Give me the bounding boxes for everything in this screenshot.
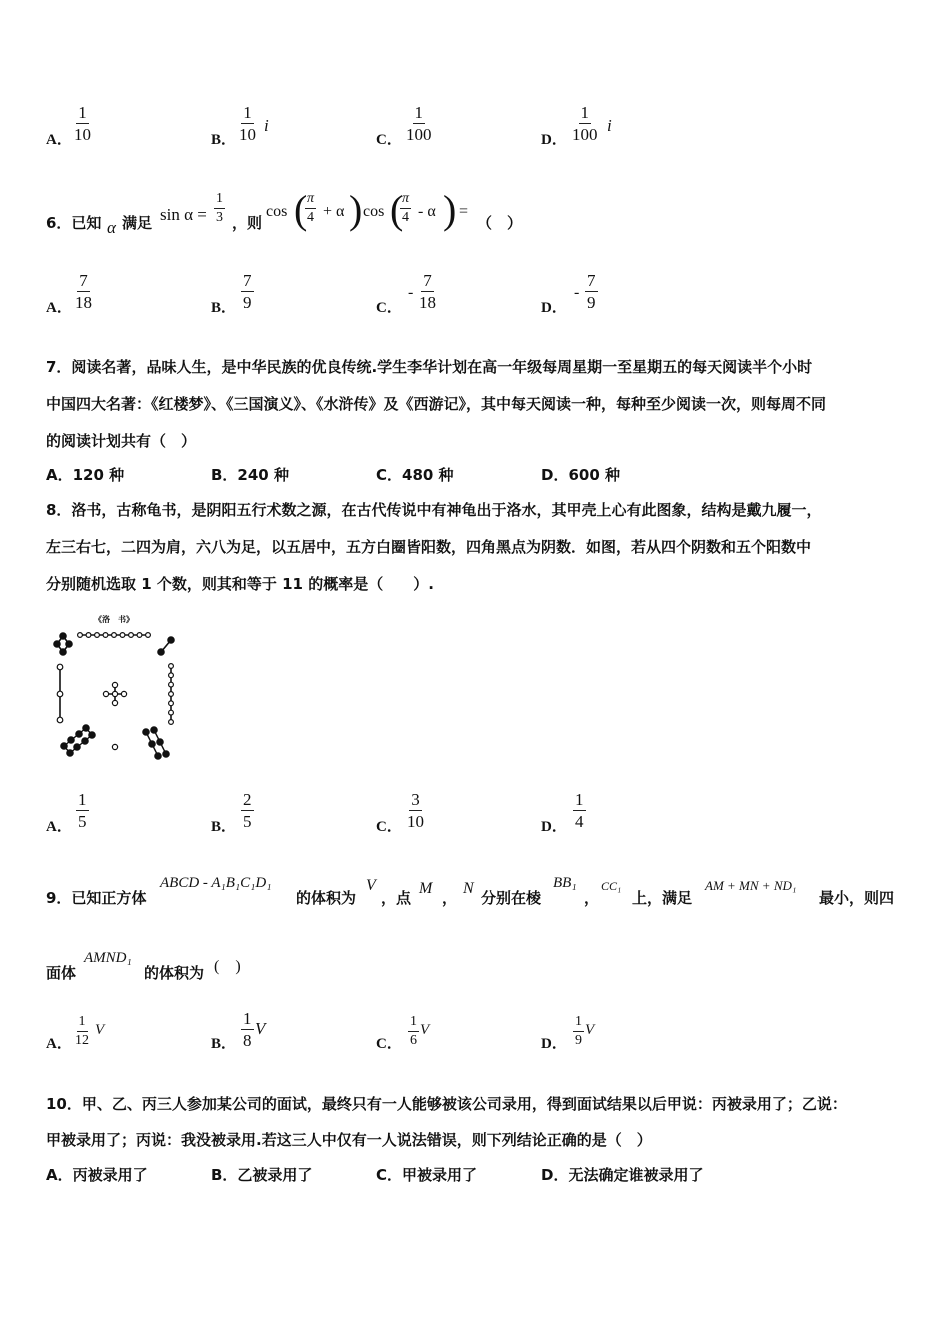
q9-option-b-fraction [241,1010,254,1049]
q9-text-2: 的体积为 [296,889,357,907]
cos-1: cos [266,203,288,220]
minus-sign: - [574,284,580,301]
q8-option-a-fraction [76,791,89,830]
q8-option-b-label: B． [211,819,237,835]
sin-expression: sin α = [160,205,207,224]
volume-symbol: V [585,1022,595,1038]
denominator: 8 [243,1031,252,1050]
denominator: 12 [75,1033,89,1048]
q10-line-1: 10．甲、乙、丙三人参加某公司的面试，最终只有一人能够被该公司录用，得到面试结果以后甲说：丙被录用了；乙说： [46,1095,847,1113]
q5-option-d-fraction [572,104,598,143]
point-n: N [463,880,474,897]
q7-option-c: C．480 种 [376,466,454,484]
q9-comma: ， [442,889,458,907]
tetrahedron-name: AMND₁ [84,950,132,966]
q9-text-7: 面体 [46,964,77,982]
alpha-symbol: α [107,218,116,237]
q6-option-b-fraction [241,272,254,311]
q7-line-1: 7．阅读名著，品味人生，是中华民族的优良传统.学生李华计划在高一年级每周星期一至星期五的每天阅读半个小时 [46,358,813,376]
q7-option-d: D．600 种 [541,466,620,484]
q9-text-1: 9．已知正方体 [46,889,147,907]
edge-cc1: CC₁ [601,879,622,893]
denominator: 5 [78,812,87,831]
volume-symbol: V [366,877,376,894]
left-paren: ( [294,187,308,232]
q7-line-2: 中国四大名著：《红楼梦》、《三国演义》、《水浒传》及《西游记》，其中每天阅读一种，每种至少阅读一次，则每周不同 [46,395,827,413]
q8-option-c-fraction [407,791,424,830]
numerator: 7 [79,271,88,290]
denominator: 5 [243,812,252,831]
q6-option-a-fraction [75,272,92,311]
q10-option-b: B．乙被录用了 [211,1166,313,1184]
plus-alpha: + α [323,203,345,220]
denominator: 4 [575,812,584,831]
denominator: 3 [216,210,223,225]
q9-option-a-label: A． [46,1036,72,1052]
q6-then: ，则 [232,214,263,232]
q10-option-c: C．甲被录用了 [376,1166,478,1184]
numerator: 1 [78,790,87,809]
numerator: 1 [573,1015,584,1032]
q5-option-a-label: A． [46,132,72,148]
figure-title: 《洛 书》 [94,614,134,624]
q8-option-b-fraction [241,791,254,830]
q5-option-c-fraction [406,104,432,143]
denominator: 18 [75,293,92,312]
q5-option-b-fraction [239,104,256,143]
q6-option-a-label: A． [46,300,72,316]
left-paren: ( [390,187,404,232]
q7-option-b: B．240 种 [211,466,289,484]
q10-line-2: 甲被录用了；丙说：我没被录用.若这三人中仅有一人说法错误，则下列结论正确的是（ ） [46,1131,652,1149]
q9-text-6: 最小，则四 [819,889,895,907]
luoshu-diagram [50,614,190,766]
q10-option-d: D．无法确定谁被录用了 [541,1166,704,1184]
q6-option-c-fraction [419,272,436,311]
q9-option-a-fraction [75,1015,89,1048]
path-expression: AM + MN + ND₁ [705,878,797,893]
volume-symbol: V [255,1019,266,1038]
imaginary-unit: i [607,116,612,135]
answer-blank: （ ） [477,214,523,232]
numerator: π [400,192,411,209]
q9-option-d-label: D． [541,1036,567,1052]
numerator: 1 [580,103,589,122]
numerator: 1 [408,1015,419,1032]
right-paren: ) [349,187,363,232]
q6-option-b-label: B． [211,300,237,316]
q8-option-d-label: D． [541,819,567,835]
q9-option-c-fraction [408,1015,419,1048]
denominator: 9 [575,1033,582,1048]
denominator: 18 [419,293,436,312]
q9-text-8: 的体积为 [144,964,205,982]
q6-option-d-fraction [585,272,598,311]
cos-2: cos [363,203,385,220]
q8-option-d-fraction [573,791,586,830]
q8-line-2: 左三右七，二四为肩，六八为足，以五居中，五方白圈皆阳数，四角黑点为阴数．如图，若从四个阴数和五个阳数中 [46,538,812,556]
numerator: 1 [575,790,584,809]
volume-symbol: V [420,1022,430,1038]
q8-option-a-label: A． [46,819,72,835]
q9-text-3: ，点 [381,889,412,907]
equals-sign: = [459,203,469,220]
imaginary-unit: i [264,116,269,135]
answer-blank: ( ) [214,958,241,975]
numerator: 7 [587,271,596,290]
cube-name: ABCD - A₁B₁C₁D₁ [160,875,272,891]
numerator: 1 [243,103,252,122]
q7-option-a: A．120 种 [46,466,125,484]
q6-prefix: 6．已知 [46,214,102,232]
q9-comma-2: ， [584,889,600,907]
q5-option-a-fraction [74,104,91,143]
minus-sign: - [408,284,414,301]
numerator: 3 [411,790,420,809]
numerator: 7 [243,271,252,290]
q8-line-3: 分别随机选取 1 个数，则其和等于 11 的概率是（ ）. [46,575,434,593]
q5-option-d-label: D． [541,132,567,148]
numerator: 1 [78,103,87,122]
q8-line-1: 8．洛书，古称龟书，是阴阳五行术数之源，在古代传说中有神龟出于洛水，其甲壳上心有此图象，结构是戴九履一， [46,501,822,519]
numerator: π [305,192,316,209]
numerator: 1 [214,192,225,209]
q9-text-4: 分别在棱 [481,889,542,907]
q5-option-c-label: C． [376,132,402,148]
q8-option-c-label: C． [376,819,402,835]
right-paren: ) [443,187,457,232]
denominator: 10 [74,125,91,144]
q9-text-5: 上，满足 [632,889,693,907]
numerator: 1 [243,1009,252,1028]
denominator: 10 [239,125,256,144]
q10-option-a: A．丙被录用了 [46,1166,148,1184]
numerator: 1 [414,103,423,122]
volume-symbol: V [95,1022,105,1038]
denominator: 9 [587,293,596,312]
numerator: 1 [77,1015,88,1032]
denominator: 9 [243,293,252,312]
q9-option-b-label: B． [211,1036,237,1052]
point-m: M [419,880,433,897]
q6-option-d-label: D． [541,300,567,316]
denominator: 100 [406,125,432,144]
q6-option-c-label: C． [376,300,402,316]
numerator: 7 [423,271,432,290]
denominator: 100 [572,125,598,144]
denominator: 4 [402,210,409,225]
pi-over-4-fraction [305,192,316,225]
pi-over-4-fraction [400,192,411,225]
denominator: 4 [307,210,314,225]
q6-satisfies: 满足 [122,214,153,232]
q7-line-3: 的阅读计划共有（ ） [46,432,197,450]
denominator: 6 [410,1033,417,1048]
sin-value-fraction [214,192,225,225]
denominator: 10 [407,812,424,831]
q5-option-b-label: B． [211,132,237,148]
minus-alpha: - α [418,203,436,220]
edge-bb1: BB₁ [553,875,577,891]
q9-option-c-label: C． [376,1036,402,1052]
numerator: 2 [243,790,252,809]
luoshu-figure [50,614,190,766]
q9-option-d-fraction [573,1015,584,1048]
